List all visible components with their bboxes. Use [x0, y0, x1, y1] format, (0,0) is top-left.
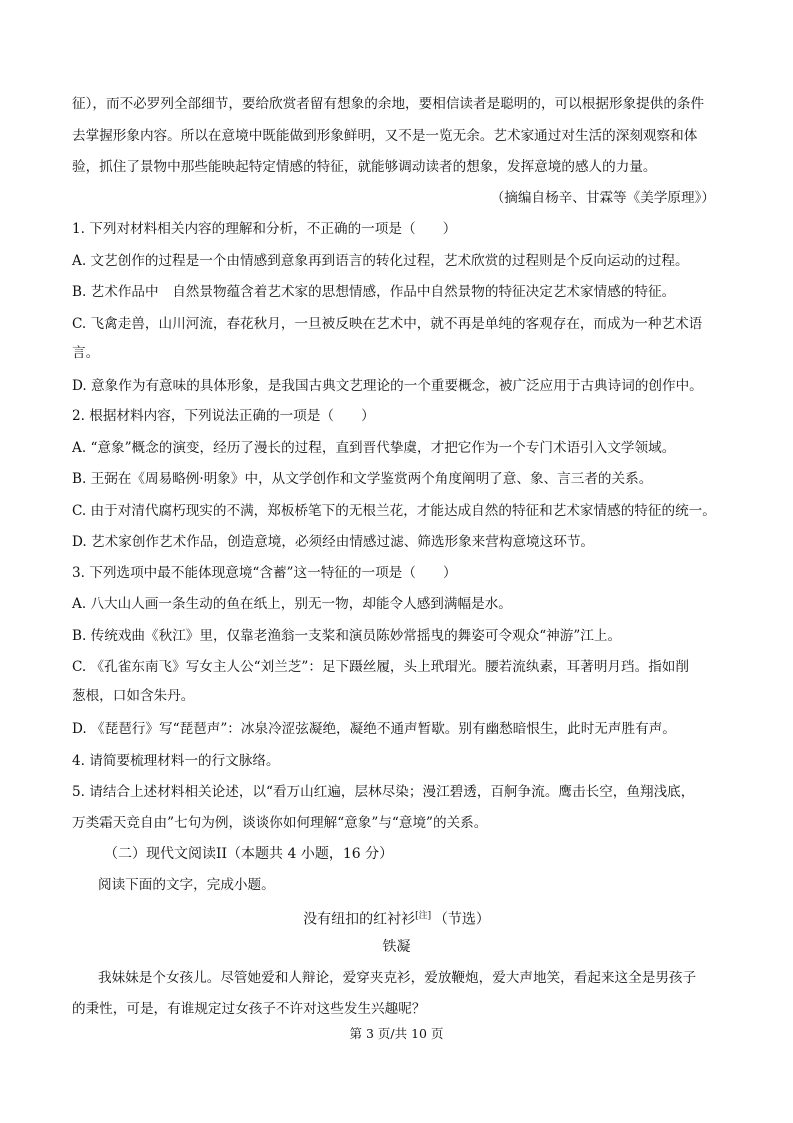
question-1-option-a: A. 文艺创作的过程是一个由情感到意象再到语言的转化过程，艺术欣赏的过程则是个反向运动的过程。 — [72, 253, 689, 269]
question-4: 4. 请简要梳理材料一的行文脉络。 — [72, 753, 280, 769]
question-1-option-b: B. 艺术作品中 自然景物蕴含着艺术家的思想情感，作品中自然景物的特征决定艺术家情感的特征。 — [72, 284, 676, 300]
article-title-text: 没有纽扣的红衬衫 — [303, 911, 416, 928]
reading-instruction: 阅读下面的文字，完成小题。 — [98, 877, 275, 893]
article-paragraph-1-cont: 的秉性，可是，有谁规定过女孩子不许对这些发生兴趣呢？ — [72, 1001, 426, 1017]
question-2-option-a: A. “意象”概念的演变，经历了漫长的过程，直到晋代挚虞，才把它作为一个专门术语引入文学领域。 — [72, 440, 676, 456]
question-3-option-c: C. 《孔雀东南飞》写女主人公“刘兰芝”：足下蹑丝履，头上玳瑁光。腰若流纨素，耳著明月珰。指如削 — [72, 659, 689, 675]
article-author: 铁凝 — [382, 939, 411, 955]
question-1-option-c-cont: 言。 — [72, 345, 100, 361]
footnote-mark: [注] — [415, 911, 432, 921]
question-3-option-a: A. 八大山人画一条生动的鱼在纸上，别无一物，却能令人感到满幅是水。 — [72, 596, 512, 612]
question-3-option-d: D. 《琵琶行》写“琵琶声”：冰泉冷涩弦凝绝，凝绝不通声暂歇。别有幽愁暗恨生，此时无声胜有声。 — [72, 721, 676, 737]
question-3-option-b: B. 传统戏曲《秋江》里，仅靠老渔翁一支桨和演员陈妙常摇曳的舞姿可令观众“神游”江上。 — [72, 628, 622, 644]
question-2-stem: 2. 根据材料内容，下列说法正确的一项是（ ） — [72, 408, 375, 424]
question-3-stem: 3. 下列选项中最不能体现意境“含蓄”这一特征的一项是（ ） — [72, 565, 457, 581]
question-1-option-c: C. 飞禽走兽，山川河流，春花秋月，一旦被反映在艺术中，就不再是单纯的客观存在，而成为一种艺术语 — [72, 316, 703, 332]
source-citation: （摘编自杨辛、甘霖等《美学原理》） — [490, 190, 715, 206]
article-title — [0, 906, 793, 930]
question-2-option-b: B. 王弼在《周易略例·明象》中，从文学创作和文学鉴赏两个角度阐明了意、象、言三者的关系。 — [72, 471, 653, 487]
page-footer: 第 3 页/共 10 页 — [349, 1026, 444, 1041]
text-line-1: 征），而不必罗列全部细节，要给欣赏者留有想象的余地，要相信读者是聪明的，可以根据形象提供的条件 — [72, 96, 705, 112]
question-2-option-c: C. 由于对清代腐朽现实的不满，郑板桥笔下的无根兰花，才能达成自然的特征和艺术家情感的特征的统一。 — [72, 503, 716, 519]
article-excerpt-label: （节选） — [433, 911, 490, 928]
article-paragraph-1: 我妹妹是个女孩儿。尽管她爱和人辩论，爱穿夹克衫，爱放鞭炮，爱大声地笑，看起来这全是男孩子 — [98, 970, 697, 986]
question-1-option-d: D. 意象作为有意味的具体形象，是我国古典文艺理论的一个重要概念，被广泛应用于古典诗词的创作中。 — [72, 378, 703, 394]
text-line-3: 验，抓住了景物中那些能映起特定情感的特征，就能够调动读者的想象，发挥意境的感人的力量。 — [72, 159, 657, 175]
question-3-option-c-cont: 葱根，口如含朱丹。 — [72, 688, 195, 704]
text-line-2: 去掌握形象内容。所以在意境中既能做到形象鲜明，又不是一览无余。艺术家通过对生活的深刻观察和体 — [72, 128, 698, 144]
question-1-stem: 1. 下列对材料相关内容的理解和分析，不正确的一项是（ ） — [72, 221, 457, 237]
question-5-line-2: 万类霜天竞自由”七句为例，谈谈你如何理解“意象”与“意境”的关系。 — [72, 815, 488, 831]
section-heading: （二）现代文阅读II（本题共 4 小题，16 分） — [104, 846, 394, 862]
question-2-option-d: D. 艺术家创作艺术作品，创造意境，必须经由情感过滤、筛选形象来营构意境这环节。 — [72, 534, 595, 550]
question-5-line-1: 5. 请结合上述材料相关论述，以“看万山红遍，层林尽染；漫江碧透，百舸争流。鹰击长空，鱼翔浅底， — [72, 784, 695, 800]
